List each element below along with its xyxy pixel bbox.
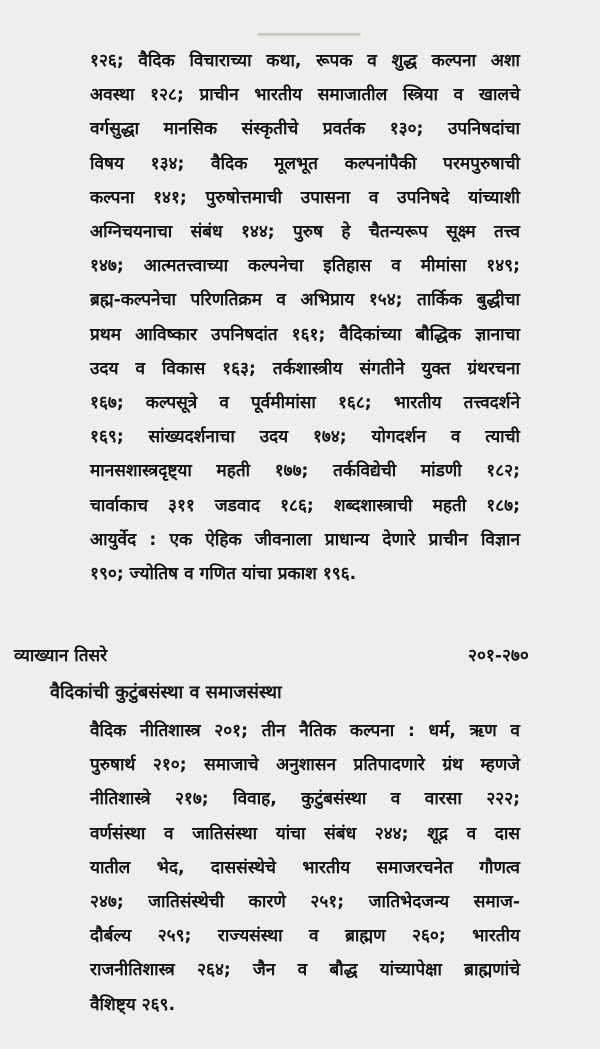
text-line: वर्णसंस्था व जातिसंस्था यांचा संबंध २४४; शूद्र व दास [90, 823, 520, 844]
text-line: १६७; कल्पसूत्रे व पूर्वमीमांसा १६८; भारतीय तत्त्वदर्शने [90, 393, 520, 414]
lecture-title: वैदिकांची कुटुंबसंस्था व समाजसंस्था [50, 682, 282, 703]
text-line: विषय १३४; वैदिक मूलभूत कल्पनांपैकी परमपुरुषाची [90, 153, 520, 174]
text-line: वैशिष्ट्य २६९. [90, 994, 176, 1015]
text-line: २४७; जातिसंस्थेची कारणे २५१; जातिभेदजन्य समाज- [90, 892, 520, 913]
lecture-heading-label: व्याख्यान तिसरे [14, 646, 108, 666]
text-line: १९०; ज्योतिष व गणित यांचा प्रकाश १९६. [90, 564, 357, 585]
text-line: अवस्था १२८; प्राचीन भारतीय समाजातील स्त्रिया व खालचे [90, 85, 520, 106]
text-line: चार्वाकाच ३११ जडवाद १८६; शब्दशास्त्राची महती १८७; [90, 495, 520, 516]
text-line: नीतिशास्त्रे २१७; विवाह, कुटुंबसंस्था व वारसा २२२; [90, 789, 520, 810]
text-line: आयुर्वेद : एक ऐहिक जीवनाला प्राधान्य देणारे प्राचीन विज्ञान [90, 529, 520, 550]
text-line: दौर्बल्य २५९; राज्यसंस्था व ब्राह्मण २६०; भारतीय [90, 926, 520, 947]
text-line: १४७; आत्मतत्त्वाच्या कल्पनेचा इतिहास व मीमांसा १४९; [90, 256, 520, 277]
text-line: १६९; सांख्यदर्शनाचा उदय १७४; योगदर्शन व त्याची [90, 427, 520, 448]
text-line: पुरुषार्थ २१०; समाजाचे अनुशासन प्रतिपादणारे ग्रंथ म्हणजे [90, 755, 520, 776]
text-line: प्रथम आविष्कार उपनिषदांत १६१; वैदिकांच्या बौद्धिक ज्ञानाचा [90, 324, 520, 345]
text-line: १२६; वैदिक विचाराच्या कथा, रूपक व शुद्ध कल्पना अशा [90, 51, 520, 71]
text-line: ब्रह्म-कल्पनेचा परिणतिक्रम व अभिप्राय १५४; तार्किक बुद्धीचा [90, 290, 520, 311]
text-line: वैदिक नीतिशास्त्र २०१; तीन नैतिक कल्पना : धर्म, ऋण व [90, 721, 520, 741]
page-bleed-through: ▁▁▁▁▁▁▁ [258, 14, 361, 36]
contents-paragraph-lecture-two [90, 44, 520, 591]
lecture-page-range: २०१-२७० [468, 646, 529, 666]
text-line: वर्गसुद्धा मानसिक संस्कृतीचे प्रवर्तक १३०; उपनिषदांचा [90, 119, 520, 140]
contents-paragraph-lecture-three [90, 714, 520, 1022]
text-line: अग्निचयनाचा संबंध १४४; पुरुष हे चैतन्यरूप सूक्ष्म तत्त्व [90, 222, 520, 243]
text-line: राजनीतिशास्त्र २६४; जैन व बौद्ध यांच्यापेक्षा ब्राह्मणांचे [90, 960, 520, 981]
text-line: मानसशास्त्रदृष्ट्या महती १७७; तर्कविद्येची मांडणी १८२; [90, 461, 520, 482]
text-line: उदय व विकास १६३; तर्कशास्त्रीय संगतीने युक्त ग्रंथरचना [90, 358, 520, 379]
text-line: कल्पना १४१; पुरुषोत्तमाची उपासना व उपनिषदे यांच्याशी [90, 187, 520, 208]
text-line: यातील भेद, दाससंस्थेचे भारतीय समाजरचनेत गौणत्व [90, 857, 520, 878]
